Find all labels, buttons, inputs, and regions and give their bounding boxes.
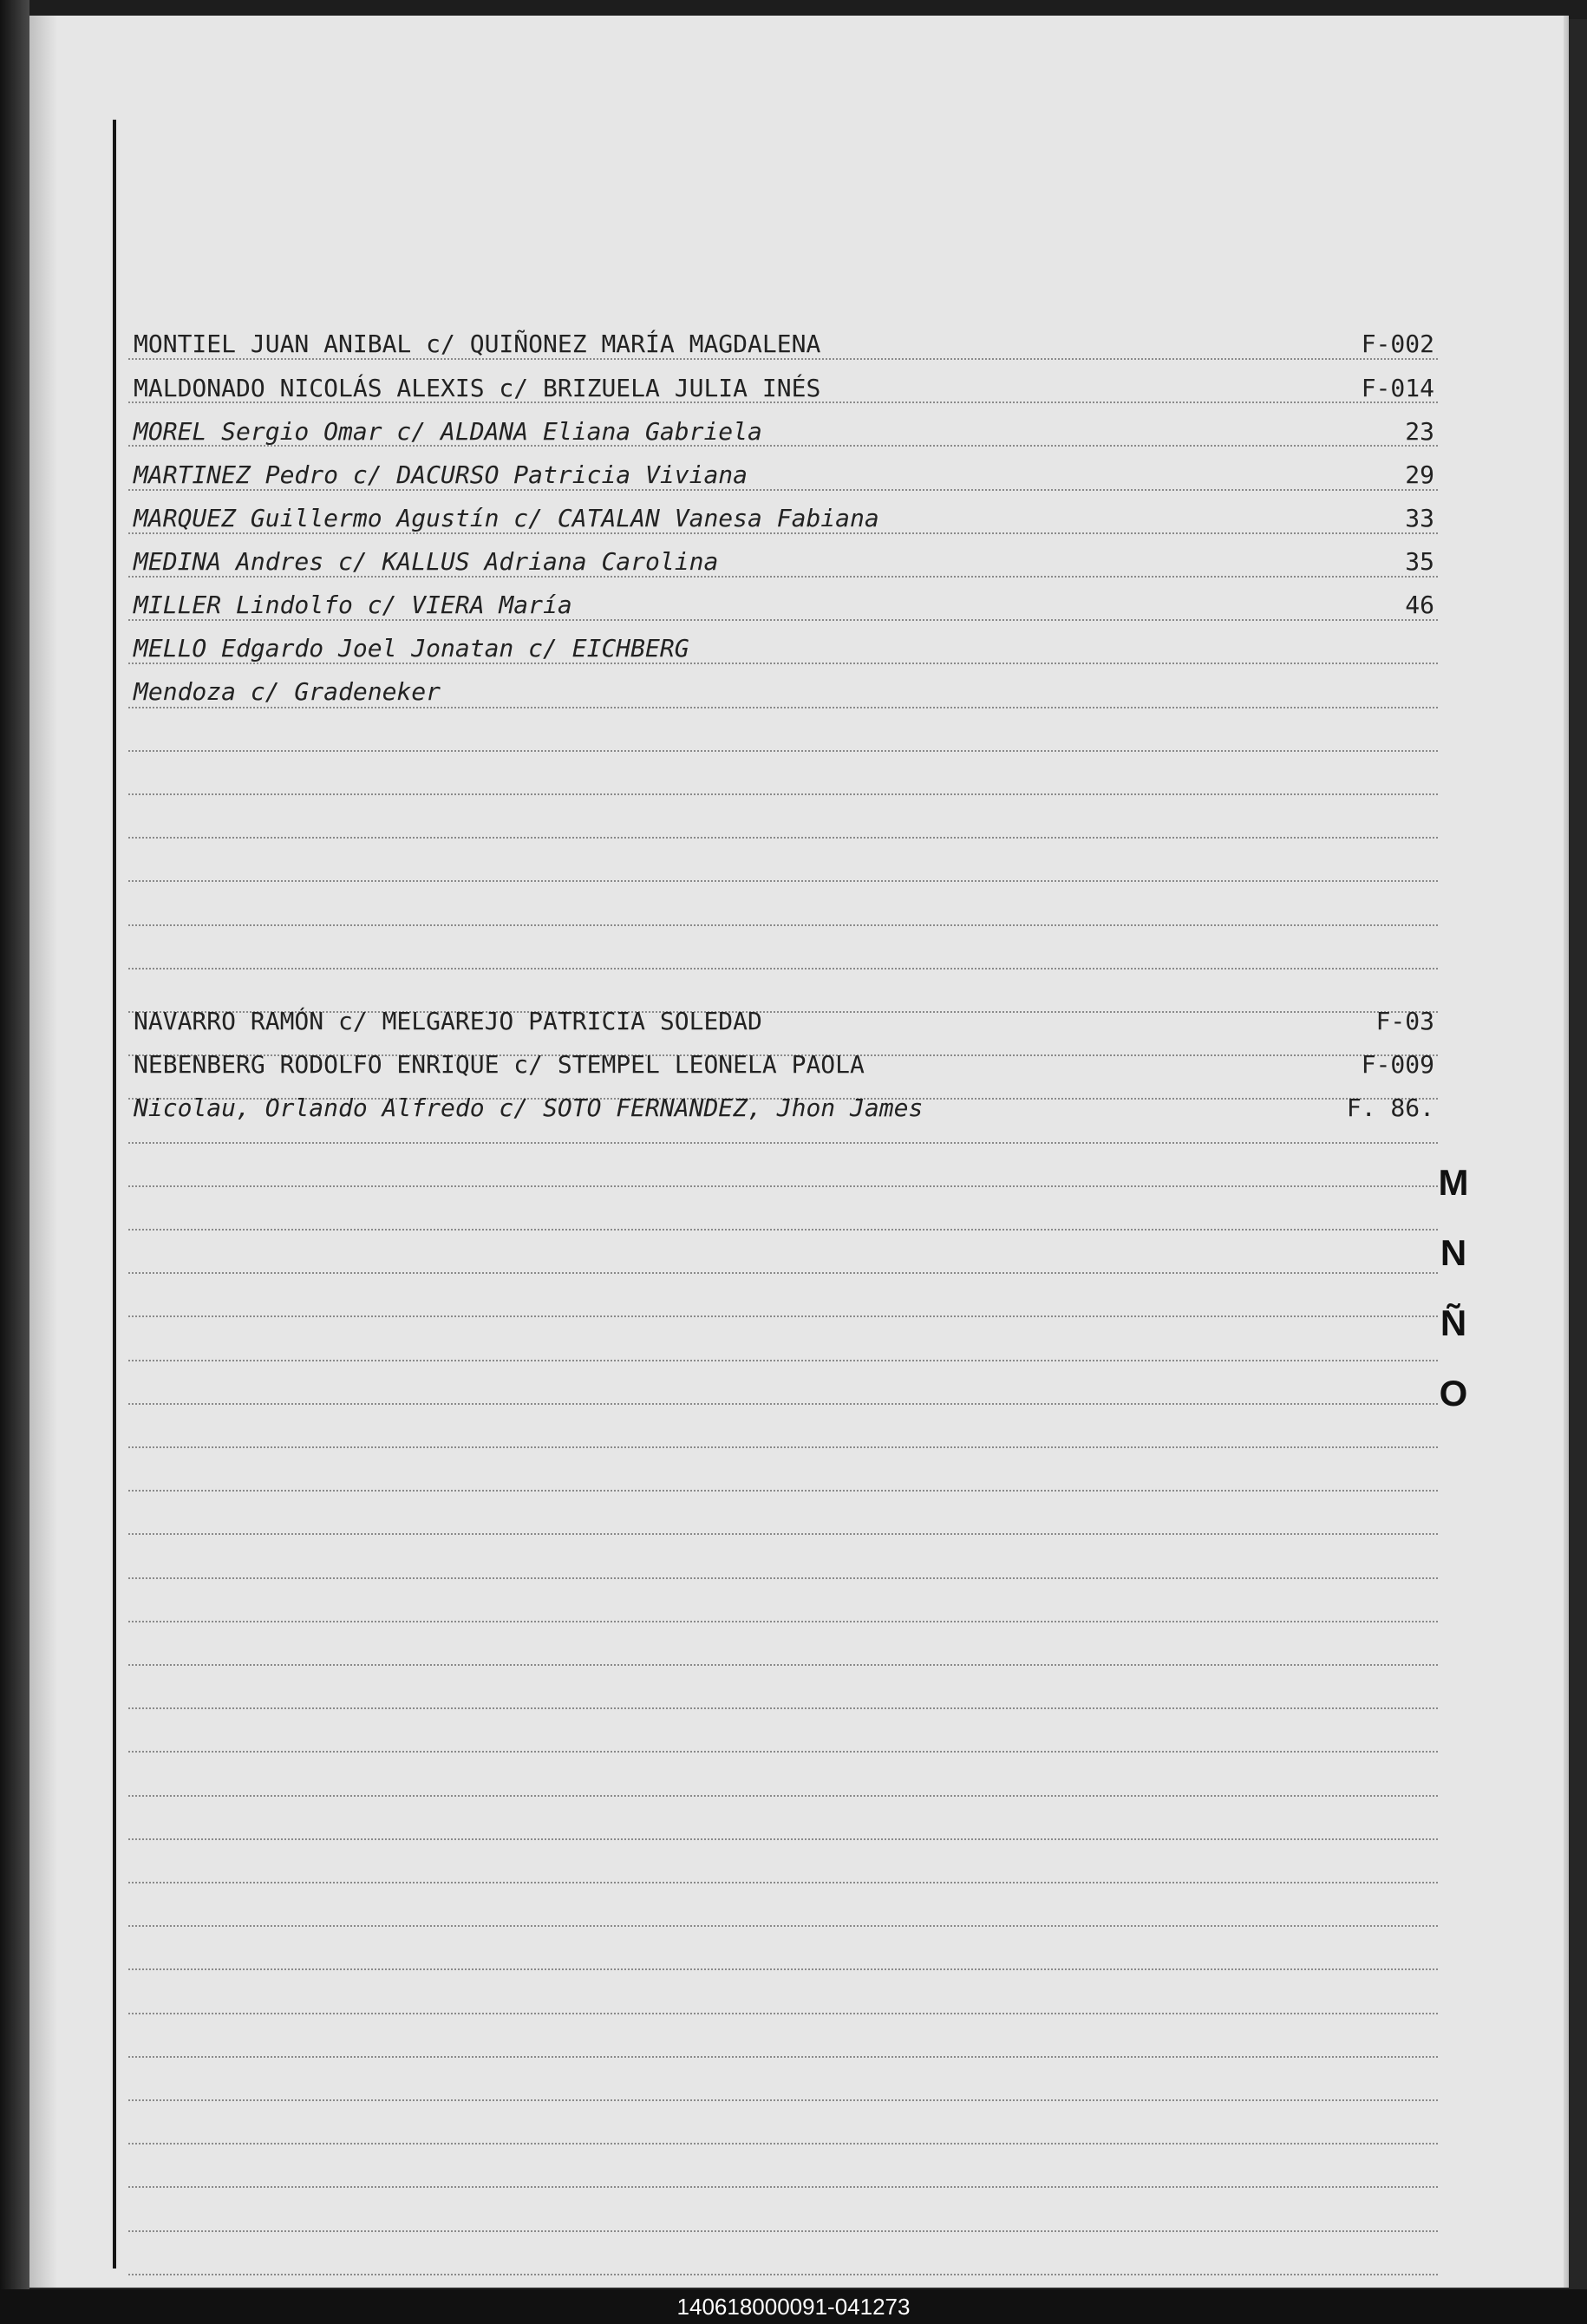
entry-folio: F. 86. — [1346, 1093, 1434, 1122]
entry-names: MEDINA Andres c/ KALLUS Adriana Carolina — [134, 547, 719, 576]
ledger-entry — [134, 1002, 1434, 1037]
ruled-line — [128, 1403, 1438, 1405]
entry-names: NEBENBERG RODOLFO ENRIQUE c/ STEMPEL LEONELA PAOLA — [134, 1050, 865, 1079]
ruled-line — [128, 1272, 1438, 1274]
ruled-line — [128, 1360, 1438, 1361]
entry-names: Nicolau, Orlando Alfredo c/ SOTO FERNANDEZ, Jhon James — [134, 1093, 924, 1122]
ruled-line — [128, 837, 1438, 839]
page-gutter-shade — [29, 16, 57, 2288]
entry-names: NAVARRO RAMÓN c/ MELGAREJO PATRICIA SOLEDAD — [134, 1007, 762, 1035]
ruled-line — [128, 1621, 1438, 1622]
entry-folio: F-009 — [1361, 1050, 1434, 1079]
ledger-entry — [134, 369, 1434, 404]
ruled-line — [128, 1185, 1438, 1187]
ruled-line — [128, 1751, 1438, 1753]
ruled-line — [128, 1577, 1438, 1579]
entry-names: MALDONADO NICOLÁS ALEXIS c/ BRIZUELA JULIA INÉS — [134, 374, 821, 402]
ruled-line — [128, 1838, 1438, 1840]
index-letter-tabs — [1427, 1147, 1479, 1428]
ruled-line — [128, 1925, 1438, 1927]
ledger-entry — [134, 673, 1434, 708]
ruled-line — [128, 1533, 1438, 1535]
index-letter-o[interactable]: O — [1439, 1373, 1468, 1413]
ledger-entry — [134, 1089, 1434, 1124]
ruled-line — [128, 2013, 1438, 2014]
index-letter-m[interactable]: M — [1438, 1162, 1469, 1203]
ruled-line — [128, 793, 1438, 795]
entry-folio: 33 — [1405, 504, 1434, 532]
book-spine-shadow — [0, 0, 29, 2289]
ruled-line — [128, 1446, 1438, 1448]
ruled-line — [128, 2099, 1438, 2101]
ledger-entry — [134, 499, 1434, 534]
ledger-entry — [134, 1046, 1434, 1080]
entry-folio: 35 — [1405, 547, 1434, 576]
entry-folio: F-002 — [1361, 330, 1434, 358]
ruled-line — [128, 2186, 1438, 2188]
ruled-line — [128, 1315, 1438, 1317]
ledger-page — [29, 16, 1569, 2288]
ruled-line — [128, 1795, 1438, 1797]
ruled-line — [128, 2143, 1438, 2144]
ruled-line — [128, 1707, 1438, 1709]
document-code: 140618000091-041273 — [676, 2294, 911, 2320]
ruled-line — [128, 1229, 1438, 1231]
ledger-entry — [134, 413, 1434, 447]
ledger-entry — [134, 586, 1434, 621]
entry-folio: F-03 — [1375, 1007, 1434, 1035]
ruled-line — [128, 880, 1438, 882]
entry-folio: 23 — [1405, 417, 1434, 446]
ruled-line — [128, 968, 1438, 969]
entry-names: MARQUEZ Guillermo Agustín c/ CATALAN Vanesa Fabiana — [134, 504, 879, 532]
index-letter-enye[interactable]: Ñ — [1440, 1302, 1467, 1343]
entry-names: MARTINEZ Pedro c/ DACURSO Patricia Viviana — [134, 460, 748, 489]
ruled-line — [128, 1882, 1438, 1883]
entry-folio: 46 — [1405, 591, 1434, 619]
entry-names: Mendoza c/ Gradeneker — [134, 677, 441, 706]
index-letter-n[interactable]: N — [1440, 1232, 1467, 1273]
ledger-entry — [134, 325, 1434, 360]
entry-names: MONTIEL JUAN ANIBAL c/ QUIÑONEZ MARÍA MAGDALENA — [134, 330, 821, 358]
entry-names: MILLER Lindolfo c/ VIERA María — [134, 591, 572, 619]
entry-folio: 29 — [1405, 460, 1434, 489]
page-edge — [1564, 16, 1569, 2288]
ruled-line — [128, 2274, 1438, 2275]
ruled-line — [128, 1490, 1438, 1492]
entry-folio: F-014 — [1361, 374, 1434, 402]
ruled-line — [128, 1664, 1438, 1666]
ruled-line — [128, 750, 1438, 752]
entry-names: MOREL Sergio Omar c/ ALDANA Eliana Gabriela — [134, 417, 762, 446]
ruled-line — [128, 2230, 1438, 2232]
ruled-line — [128, 1142, 1438, 1144]
ruled-line — [128, 924, 1438, 926]
ledger-entry — [134, 456, 1434, 491]
left-margin-rule — [113, 120, 116, 2269]
ledger-entry — [134, 630, 1434, 664]
ruled-line — [128, 1968, 1438, 1970]
ledger-entry — [134, 543, 1434, 578]
ruled-line — [128, 2056, 1438, 2058]
entry-names: MELLO Edgardo Joel Jonatan c/ EICHBERG — [134, 634, 689, 663]
